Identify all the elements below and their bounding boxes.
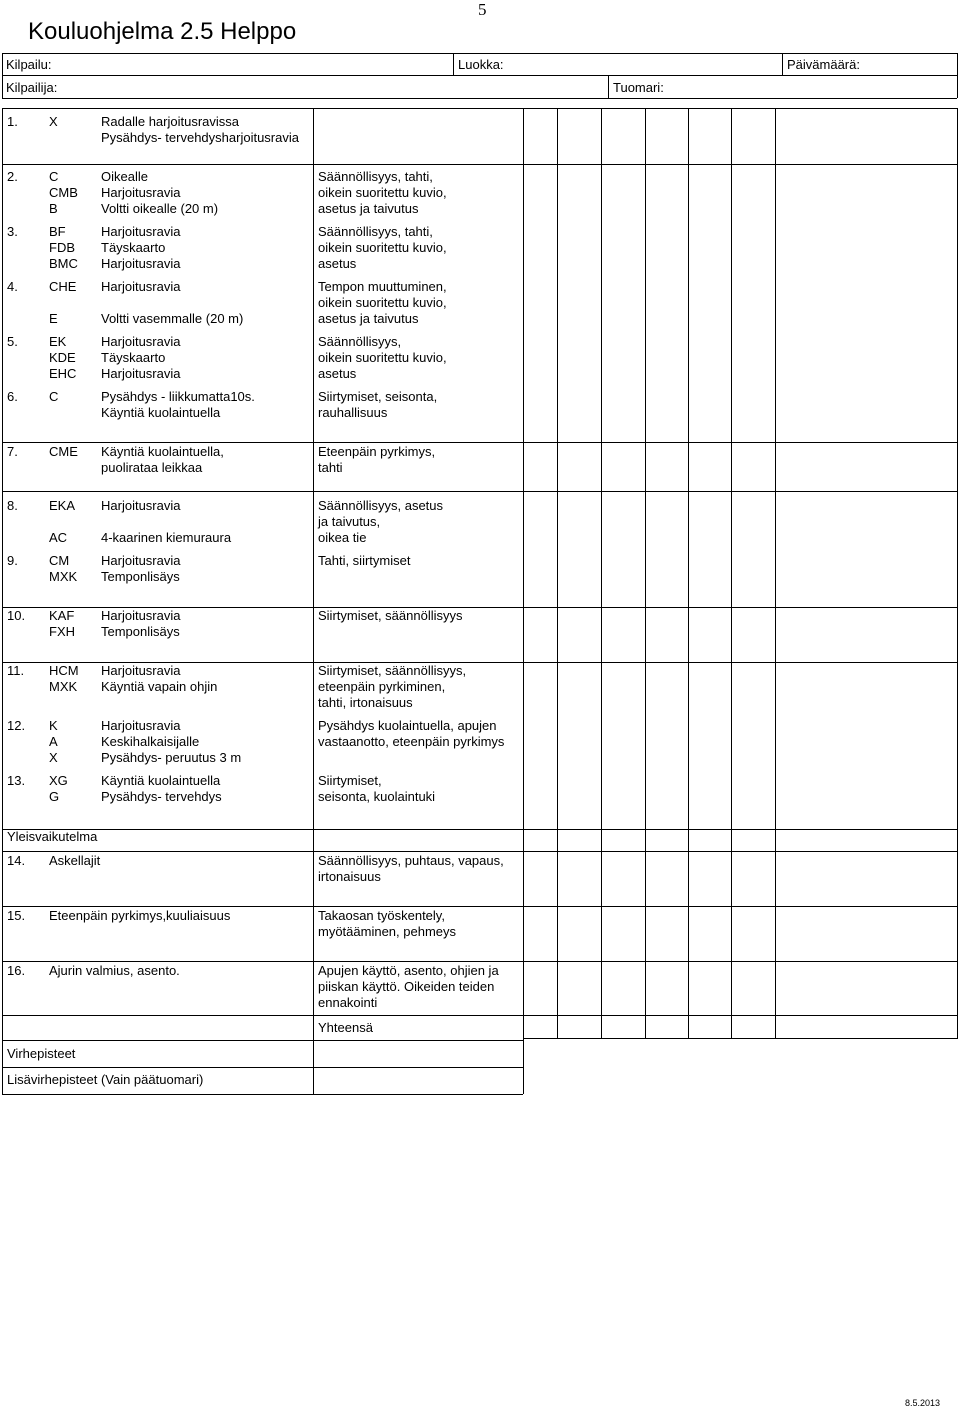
kilpailu-field: Kilpailu: bbox=[6, 57, 52, 72]
exercise-number: 6. bbox=[7, 389, 18, 404]
exercise-criteria: Säännöllisyys, tahti, oikein suoritettu kuvio, asetus bbox=[318, 224, 447, 271]
header-top-line bbox=[2, 53, 957, 54]
exercise-criteria: Säännöllisyys, tahti, oikein suoritettu kuvio, asetus ja taivutus bbox=[318, 169, 447, 216]
page-title: Kouluohjelma 2.5 Helppo bbox=[28, 18, 297, 45]
group-separator bbox=[2, 442, 957, 443]
header-mid-line bbox=[2, 75, 957, 76]
exercise-letters: BF FDB BMC bbox=[49, 224, 78, 271]
exercise-letters: CHE E bbox=[49, 279, 77, 326]
extra-penalty-label: Lisävirhepisteet (Vain päätuomari) bbox=[7, 1072, 204, 1087]
exercise-criteria: Siirtymiset, seisonta, rauhallisuus bbox=[318, 389, 438, 420]
collective-number: 14. bbox=[7, 853, 26, 868]
exercise-movement: Oikealle Harjoitusravia Voltti oikealle (20 m) bbox=[101, 169, 219, 216]
collective-label: Askellajit bbox=[49, 853, 101, 868]
exercise-number: 8. bbox=[7, 498, 18, 513]
group-separator bbox=[2, 851, 957, 852]
collective-label: Ajurin valmius, asento. bbox=[49, 963, 180, 978]
total-label: Yhteensä bbox=[318, 1020, 373, 1035]
exercise-letters: C bbox=[49, 389, 59, 404]
exercise-criteria: Säännöllisyys, asetus ja taivutus, oikea tie bbox=[318, 498, 444, 545]
exercise-letters: X bbox=[49, 114, 58, 129]
exercise-number: 9. bbox=[7, 553, 18, 568]
group-separator bbox=[2, 829, 957, 830]
exercise-letters: CM MXK bbox=[49, 553, 78, 584]
exercise-movement: Harjoitusravia Käyntiä vapain ohjin bbox=[101, 663, 218, 694]
column-divider bbox=[688, 108, 689, 1038]
score-grid-bottom-line bbox=[523, 1038, 958, 1039]
tuomari-field: Tuomari: bbox=[613, 80, 664, 95]
paivamaara-field: Päivämäärä: bbox=[787, 57, 860, 72]
group-separator bbox=[2, 906, 957, 907]
column-divider bbox=[523, 108, 524, 1094]
exercise-criteria: Eteenpäin pyrkimys, tahti bbox=[318, 444, 436, 475]
exercise-movement: Harjoitusravia Temponlisäys bbox=[101, 553, 181, 584]
collective-title: Yleisvaikutelma bbox=[7, 829, 98, 844]
column-divider bbox=[601, 108, 602, 1038]
exercise-number: 3. bbox=[7, 224, 18, 239]
collective-criteria: Takaosan työskentely, myötääminen, pehmeys bbox=[318, 908, 457, 939]
exercise-movement: Harjoitusravia Keskihalkaisijalle Pysähdys- peruutus 3 m bbox=[101, 718, 242, 765]
exercise-movement: Pysähdys - liikkumatta10s. Käyntiä kuolaintuella bbox=[101, 389, 255, 420]
collective-label: Eteenpäin pyrkimys,kuuliaisuus bbox=[49, 908, 231, 923]
exercise-number: 2. bbox=[7, 169, 18, 184]
exercise-criteria: Siirtymiset, säännöllisyys bbox=[318, 608, 463, 623]
exercise-movement: Käyntiä kuolaintuella Pysähdys- tervehdys bbox=[101, 773, 222, 804]
column-divider bbox=[313, 108, 314, 1094]
exercise-criteria: Pysähdys kuolaintuella, apujen vastaanotto, eteenpäin pyrkimys bbox=[318, 718, 505, 749]
exercise-number: 7. bbox=[7, 444, 18, 459]
exercise-criteria: Siirtymiset, säännöllisyys, eteenpäin pyrkiminen, tahti, irtonaisuus bbox=[318, 663, 467, 710]
exercise-criteria: Tempon muuttuminen, oikein suoritettu kuvio, asetus ja taivutus bbox=[318, 279, 447, 326]
collective-criteria: Säännöllisyys, puhtaus, vapaus, irtonaisuus bbox=[318, 853, 504, 884]
page-number: 5 bbox=[478, 0, 487, 19]
group-separator bbox=[2, 1040, 523, 1041]
header-divider-paivamaara bbox=[782, 53, 783, 75]
exercise-movement: Harjoitusravia 4-kaarinen kiemuraura bbox=[101, 498, 232, 545]
group-separator bbox=[2, 164, 957, 165]
exercise-number: 12. bbox=[7, 718, 26, 733]
exercise-letters: EKA AC bbox=[49, 498, 76, 545]
exercise-number: 13. bbox=[7, 773, 26, 788]
column-divider bbox=[775, 108, 776, 1038]
kilpailija-field: Kilpailija: bbox=[6, 80, 58, 95]
exercise-letters: XG G bbox=[49, 773, 68, 804]
collective-number: 16. bbox=[7, 963, 26, 978]
exercise-letters: K A X bbox=[49, 718, 58, 765]
header-bottom-line bbox=[2, 98, 957, 99]
exercise-movement: Harjoitusravia Täyskaarto Harjoitusravia bbox=[101, 224, 181, 271]
column-divider bbox=[731, 108, 732, 1038]
luokka-field: Luokka: bbox=[458, 57, 504, 72]
table-right-line bbox=[957, 108, 958, 1038]
exercise-movement: Harjoitusravia Temponlisäys bbox=[101, 608, 181, 639]
exercise-number: 10. bbox=[7, 608, 26, 623]
group-separator bbox=[2, 491, 957, 492]
column-divider bbox=[645, 108, 646, 1038]
exercise-letters: KAF FXH bbox=[49, 608, 75, 639]
exercise-letters: CME bbox=[49, 444, 78, 459]
exercise-criteria: Säännöllisyys, oikein suoritettu kuvio, asetus bbox=[318, 334, 447, 381]
collective-number: 15. bbox=[7, 908, 26, 923]
exercise-number: 4. bbox=[7, 279, 18, 294]
group-separator bbox=[2, 1015, 957, 1016]
exercise-movement: Harjoitusravia Voltti vasemmalle (20 m) bbox=[101, 279, 244, 326]
table-left-line bbox=[2, 108, 3, 1094]
table-bottom-line bbox=[2, 1094, 523, 1095]
exercise-number: 11. bbox=[7, 663, 25, 678]
exercise-movement: Harjoitusravia Täyskaarto Harjoitusravia bbox=[101, 334, 181, 381]
collective-criteria: Apujen käyttö, asento, ohjien ja piiskan käyttö. Oikeiden teiden ennakointi bbox=[318, 963, 499, 1010]
footer-date: 8.5.2013 bbox=[904, 1398, 940, 1408]
header-divider-luokka bbox=[453, 53, 454, 75]
exercise-criteria: Siirtymiset, seisonta, kuolaintuki bbox=[318, 773, 436, 804]
exercise-movement: Radalle harjoitusravissa Pysähdys- tervehdysharjoitusravia bbox=[101, 114, 299, 145]
header-divider-tuomari bbox=[608, 75, 609, 98]
exercise-number: 5. bbox=[7, 334, 18, 349]
group-separator bbox=[2, 1067, 523, 1068]
table-top-line bbox=[2, 108, 957, 109]
penalty-label: Virhepisteet bbox=[7, 1046, 76, 1061]
group-separator bbox=[2, 961, 957, 962]
exercise-letters: HCM MXK bbox=[49, 663, 79, 694]
column-divider bbox=[557, 108, 558, 1038]
exercise-criteria: Tahti, siirtymiset bbox=[318, 553, 411, 568]
header-right-line bbox=[957, 53, 958, 98]
exercise-letters: C CMB B bbox=[49, 169, 78, 216]
exercise-number: 1. bbox=[7, 114, 18, 129]
exercise-movement: Käyntiä kuolaintuella, puolirataa leikkaa bbox=[101, 444, 224, 475]
exercise-letters: EK KDE EHC bbox=[49, 334, 77, 381]
header-left-line bbox=[2, 53, 3, 98]
